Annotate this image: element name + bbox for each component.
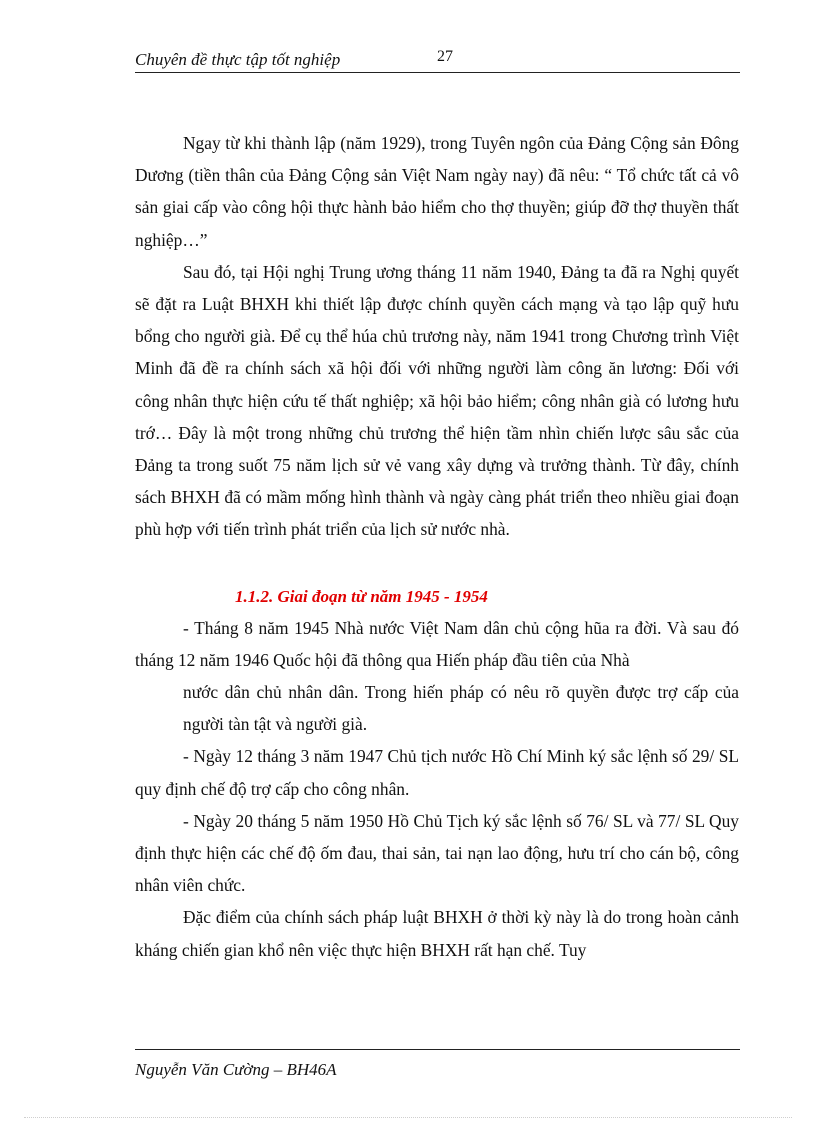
page-number: 27 bbox=[437, 48, 453, 65]
page-footer bbox=[135, 1049, 740, 1079]
footer-author: Nguyễn Văn Cường – BH46A bbox=[135, 1060, 337, 1079]
paragraph-intro: Ngay từ khi thành lập (năm 1929), trong Tuyên ngôn của Đảng Cộng sản Đông Dương (tiền thân của Đảng Cộng sản Việt Nam ngày nay) đã nêu: “ Tổ chức tất cả vô sản giai cấp vào công hội thực hành bảo hiểm cho thợ thuyền; giúp đỡ thợ thuyền thất nghiệp…” bbox=[135, 133, 739, 250]
paragraph-resolution: Sau đó, tại Hội nghị Trung ương tháng 11 năm 1940, Đảng ta đã ra Nghị quyết sẽ đặt ra Luật BHXH khi thiết lập được chính quyền cách mạng và tạo lập quỹ hưu bổng cho người già. Để cụ thể húa chủ trương này, năm 1941 trong Chương trình Việt Minh đã đề ra chính sách xã hội đối với những người làm công ăn lương: Đối với công nhân thực hiện cứu tế thất nghiệp; xã hội bảo hiểm; công nhân già có lương hưu trớ… Đây là một trong những chủ trương thể hiện tầm nhìn chiến lược sâu sắc của Đảng ta trong suốt 75 năm lịch sử vẻ vang xây dựng và trưởng thành. Từ đây, chính sách BHXH đã có mầm mống hình thành và ngày càng phát triển theo nhiều giai đoạn phù hợp với tiến trình phát triển của lịch sử nước nhà. bbox=[135, 261, 739, 540]
list-item-1950: - Ngày 20 tháng 5 năm 1950 Hồ Chủ Tịch ký sắc lệnh số 76/ SL và 77/ SL Quy định thực hiện các chế độ ốm đau, thai sản, tai nạn lao động, hưu trí cho cán bộ, công nhân viên chức. bbox=[135, 810, 739, 896]
document-body bbox=[135, 127, 739, 966]
page-header bbox=[135, 48, 740, 73]
list-item-1947: - Ngày 12 tháng 3 năm 1947 Chủ tịch nước Hồ Chí Minh ký sắc lệnh số 29/ SL quy định chế độ trợ cấp cho công nhân. bbox=[135, 746, 739, 799]
list-item-1945 bbox=[135, 612, 739, 741]
list-item-1945-line2: nước dân chủ nhân dân. Trong hiến pháp có nêu rõ quyền được trợ cấp của người tàn tật và người già. bbox=[183, 682, 739, 735]
paragraph-characteristics: Đặc điểm của chính sách pháp luật BHXH ở thời kỳ này là do trong hoàn cảnh kháng chiến gian khổ nên việc thực hiện BHXH rất hạn chế. Tuy bbox=[135, 907, 739, 960]
page-edge-divider bbox=[24, 1117, 792, 1118]
header-title: Chuyên đề thực tập tốt nghiệp bbox=[135, 50, 341, 69]
section-heading: 1.1.2. Giai đoạn từ năm 1945 - 1954 bbox=[235, 586, 488, 606]
list-item-1945-line1: - Tháng 8 năm 1945 Nhà nước Việt Nam dân chủ cộng hũa ra đời. Và sau đó tháng 12 năm 1946 Quốc hội đã thông qua Hiến pháp đầu tiên của Nhà bbox=[135, 617, 739, 670]
